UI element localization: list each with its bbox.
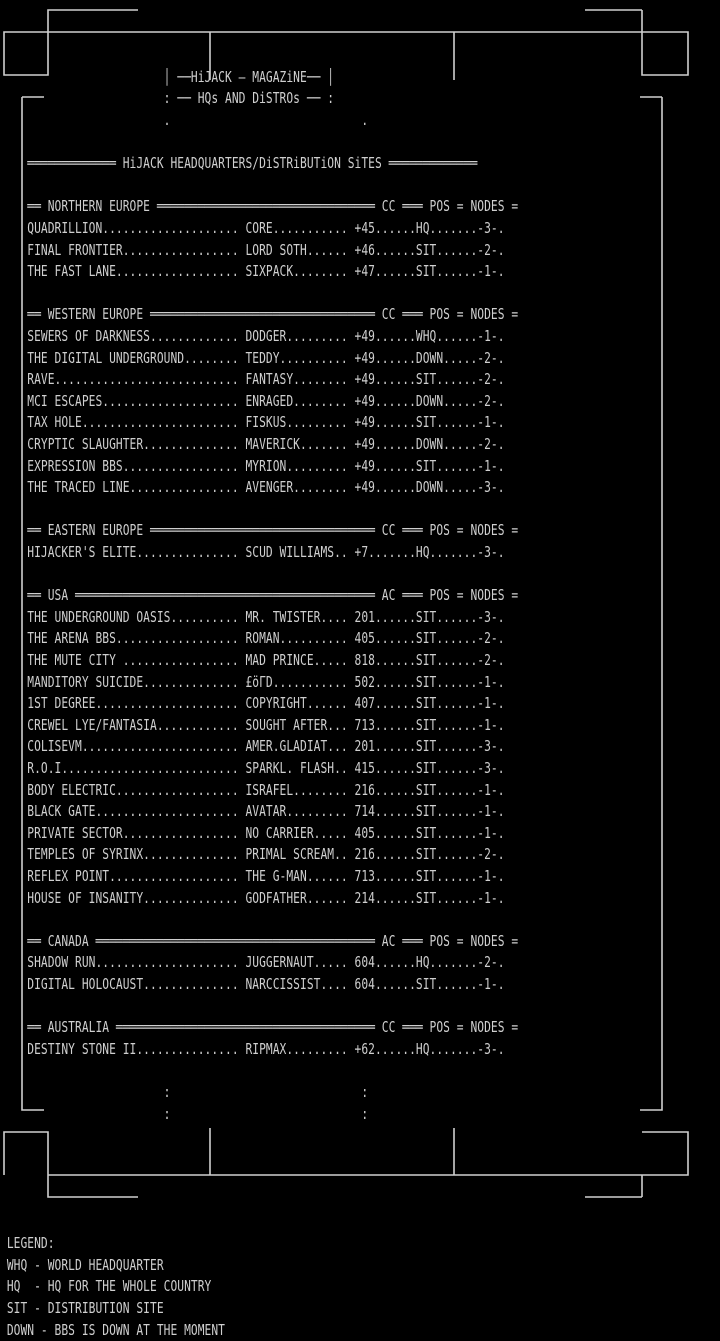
- section-header-5: ══ AUSTRALIA ══════════════════════════════════════ CC ═══ POS = NODES =: [0, 1018, 519, 1037]
- table-row: THE ARENA BBS.................. ROMAN.......... 405......SIT......-2-.: [0, 629, 505, 648]
- legend-item: SIT - DISTRIBUTION SITE: [0, 1299, 164, 1317]
- table-row: MCI ESCAPES.................... ENRAGED........ +49......DOWN.....-2-.: [0, 391, 505, 410]
- table-row: HOUSE OF INSANITY.............. GODFATHER...... 214......SIT......-1-.: [0, 888, 505, 907]
- header-dots: . .: [0, 111, 369, 129]
- table-row: TAX HOLE....................... FISKUS......... +49......SIT......-1-.: [0, 413, 505, 432]
- table-row: HIJACKER'S ELITE............... SCUD WILLIAMS.. +7.......HQ.......-3-.: [0, 543, 505, 561]
- section-header-4: ══ CANADA ═════════════════════════════════════════ AC ═══ POS = NODES =: [0, 931, 519, 950]
- table-row: THE DIGITAL UNDERGROUND........ TEDDY.......... +49......DOWN.....-2-.: [0, 348, 505, 367]
- table-row: THE MUTE CITY ................. MAD PRINCE..... 818......SIT......-2-.: [0, 651, 505, 669]
- table-row: SEWERS OF DARKNESS............. DODGER......... +49......WHQ......-1-.: [0, 327, 505, 345]
- table-row: THE FAST LANE.................. SIXPACK........ +47......SIT......-1-.: [0, 262, 505, 281]
- footer-dots: : :: [0, 1083, 369, 1101]
- header-title: │ ──HiJACK — MAGAZiNE── │: [0, 67, 335, 86]
- section-header-3: ══ USA ════════════════════════════════════════════ AC ═══ POS = NODES =: [0, 586, 519, 605]
- table-row: SHADOW RUN..................... JUGGERNAUT..... 604......HQ.......-2-.: [0, 953, 505, 972]
- legend-item: HQ - HQ FOR THE WHOLE COUNTRY: [0, 1277, 212, 1296]
- header-subtitle: : ── HQs AND DiSTROs ── :: [0, 89, 335, 108]
- table-row: QUADRILLION.................... CORE........... +45......HQ.......-3-.: [0, 219, 505, 237]
- table-row: BODY ELECTRIC.................. ISRAFEL........ 216......SIT......-1-.: [0, 780, 505, 799]
- section-header-0: ══ NORTHERN EUROPE ════════════════════════════════ CC ═══ POS = NODES =: [0, 197, 519, 216]
- table-row: TEMPLES OF SYRINX.............. PRIMAL SCREAM.. 216......SIT......-2-.: [0, 845, 505, 864]
- section-header-2: ══ EASTERN EUROPE ═════════════════════════════════ CC ═══ POS = NODES =: [0, 521, 519, 540]
- legend-title: LEGEND:: [0, 1234, 55, 1253]
- legend-item: WHQ - WORLD HEADQUARTER: [0, 1255, 164, 1274]
- table-row: 1ST DEGREE..................... COPYRIGHT...... 407......SIT......-1-.: [0, 694, 505, 713]
- table-row: COLISEVM....................... AMER.GLADIAT... 201......SIT......-3-.: [0, 737, 505, 756]
- table-row: PRIVATE SECTOR................. NO CARRIER..... 405......SIT......-1-.: [0, 823, 505, 842]
- table-row: DIGITAL HOLOCAUST.............. NARCCISSIST.... 604......SIT......-1-.: [0, 975, 505, 993]
- table-row: REFLEX POINT................... THE G-MAN...... 713......SIT......-1-.: [0, 867, 505, 885]
- table-row: FINAL FRONTIER................. LORD SOTH...... +46......SIT......-2-.: [0, 240, 505, 259]
- table-row: EXPRESSION BBS................. MYRION......... +49......SIT......-1-.: [0, 456, 505, 475]
- table-row: THE UNDERGROUND OASIS.......... MR. TWISTER.... 201......SIT......-3-.: [0, 607, 505, 626]
- footer-dots: : :: [0, 1104, 369, 1123]
- table-row: RAVE........................... FANTASY........ +49......SIT......-2-.: [0, 370, 505, 389]
- banner-title: ═════════════ HiJACK HEADQUARTERS/DiSTRiBUTiON SiTES ═════════════: [0, 154, 478, 173]
- table-row: MANDITORY SUICIDE.............. £öΓD........... 502......SIT......-1-.: [0, 672, 505, 691]
- table-row: CRYPTIC SLAUGHTER.............. MAVERICK....... +49......DOWN.....-2-.: [0, 435, 505, 453]
- section-header-1: ══ WESTERN EUROPE ═════════════════════════════════ CC ═══ POS = NODES =: [0, 305, 519, 324]
- table-row: BLACK GATE..................... AVATAR......... 714......SIT......-1-.: [0, 802, 505, 821]
- table-row: CREWEL LYE/FANTASIA............ SOUGHT AFTER... 713......SIT......-1-.: [0, 715, 505, 734]
- table-row: DESTINY STONE II............... RIPMAX......... +62......HQ.......-3-.: [0, 1039, 505, 1058]
- table-row: R.O.I.......................... SPARKL. FLASH.. 415......SIT......-3-.: [0, 759, 505, 777]
- legend-item: DOWN - BBS IS DOWN AT THE MOMENT: [0, 1320, 225, 1339]
- table-row: THE TRACED LINE................ AVENGER........ +49......DOWN.....-3-.: [0, 478, 505, 497]
